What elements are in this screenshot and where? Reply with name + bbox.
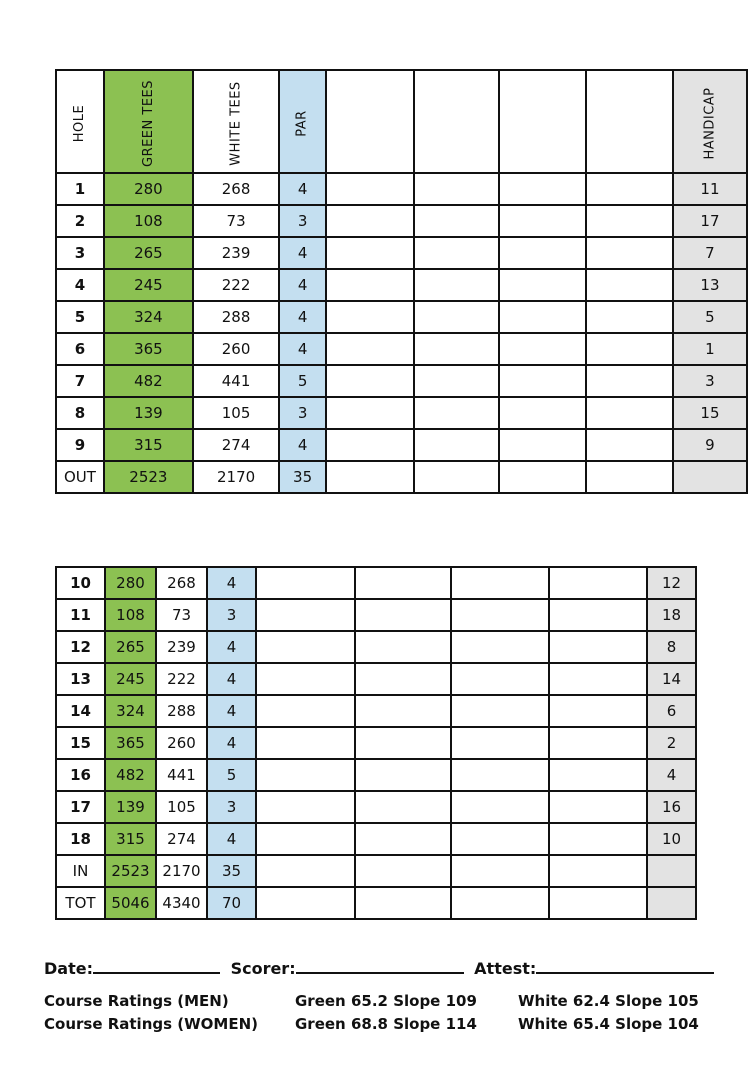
handicap-total-blank <box>647 855 696 887</box>
handicap-value: 10 <box>647 823 696 855</box>
hole-number: 10 <box>56 567 105 599</box>
white-tees-total: 4340 <box>156 887 207 919</box>
handicap-value: 16 <box>647 791 696 823</box>
score-cell-player-4[interactable] <box>549 599 647 631</box>
hole-number: 1 <box>56 173 104 205</box>
par-value: 4 <box>207 663 256 695</box>
signature-line <box>44 958 706 978</box>
score-cell-player-3[interactable] <box>451 823 549 855</box>
score-cell-player-2[interactable] <box>414 237 499 269</box>
score-cell-player-3[interactable] <box>499 365 586 397</box>
score-cell-player-3[interactable] <box>499 429 586 461</box>
score-cell-player-1[interactable] <box>256 823 355 855</box>
out-total-row <box>56 461 747 493</box>
score-cell-player-2[interactable] <box>355 727 451 759</box>
score-cell-player-3[interactable] <box>499 397 586 429</box>
hole-row <box>56 567 696 599</box>
score-cell-player-3[interactable] <box>451 663 549 695</box>
score-cell-player-1[interactable] <box>326 365 414 397</box>
white-tees-yardage: 222 <box>156 663 207 695</box>
score-cell-player-1[interactable] <box>256 599 355 631</box>
player-header-2[interactable] <box>414 70 499 173</box>
green-tees-yardage: 139 <box>104 397 193 429</box>
green-tees-yardage: 365 <box>105 727 156 759</box>
date-field[interactable] <box>93 958 220 974</box>
score-cell-player-3[interactable] <box>451 727 549 759</box>
score-cell-player-2[interactable] <box>355 631 451 663</box>
hole-row <box>56 173 747 205</box>
score-cell-player-2[interactable] <box>355 695 451 727</box>
score-cell-player-4[interactable] <box>549 631 647 663</box>
hole-row <box>56 333 747 365</box>
score-cell-player-2[interactable] <box>414 429 499 461</box>
hole-number: 11 <box>56 599 105 631</box>
hole-number: 12 <box>56 631 105 663</box>
score-cell-player-1[interactable] <box>256 663 355 695</box>
score-cell-player-2[interactable] <box>414 269 499 301</box>
green-tees-header: GREEN TEES <box>104 70 193 173</box>
score-cell-player-2[interactable] <box>355 599 451 631</box>
green-tees-yardage: 280 <box>105 567 156 599</box>
score-cell-player-1[interactable] <box>326 237 414 269</box>
green-tees-total: 2523 <box>105 855 156 887</box>
handicap-value: 14 <box>647 663 696 695</box>
score-cell-player-4[interactable] <box>549 695 647 727</box>
par-value: 4 <box>207 823 256 855</box>
total-cell-player-3[interactable] <box>451 855 549 887</box>
hole-row <box>56 269 747 301</box>
back-nine-body <box>56 567 696 919</box>
green-tees-yardage: 482 <box>105 759 156 791</box>
score-cell-player-1[interactable] <box>256 791 355 823</box>
white-tees-yardage: 105 <box>156 791 207 823</box>
white-tees-yardage: 73 <box>193 205 279 237</box>
score-cell-player-3[interactable] <box>499 173 586 205</box>
score-cell-player-2[interactable] <box>414 205 499 237</box>
hole-number: 2 <box>56 205 104 237</box>
hole-row <box>56 823 696 855</box>
score-cell-player-4[interactable] <box>586 237 673 269</box>
hole-number: 16 <box>56 759 105 791</box>
hole-row <box>56 759 696 791</box>
score-cell-player-4[interactable] <box>586 173 673 205</box>
green-tees-yardage: 324 <box>104 301 193 333</box>
par-value: 3 <box>279 397 326 429</box>
hole-row <box>56 791 696 823</box>
score-cell-player-2[interactable] <box>414 301 499 333</box>
in-total-row <box>56 855 696 887</box>
hole-row <box>56 397 747 429</box>
score-cell-player-4[interactable] <box>549 791 647 823</box>
white-tees-yardage: 441 <box>193 365 279 397</box>
green-tees-yardage: 365 <box>104 333 193 365</box>
score-cell-player-1[interactable] <box>326 205 414 237</box>
white-tees-yardage: 288 <box>193 301 279 333</box>
score-cell-player-3[interactable] <box>499 205 586 237</box>
handicap-value: 15 <box>673 397 747 429</box>
total-cell-player-1[interactable] <box>256 887 355 919</box>
hole-row <box>56 429 747 461</box>
hole-row <box>56 663 696 695</box>
ratings-women-label: Course Ratings (WOMEN) <box>44 1015 258 1033</box>
hole-row <box>56 365 747 397</box>
attest-label: Attest: <box>474 959 537 978</box>
white-tees-yardage: 274 <box>193 429 279 461</box>
handicap-value: 2 <box>647 727 696 759</box>
total-cell-player-2[interactable] <box>414 461 499 493</box>
total-cell-player-2[interactable] <box>355 887 451 919</box>
score-cell-player-2[interactable] <box>355 759 451 791</box>
score-cell-player-3[interactable] <box>499 333 586 365</box>
score-cell-player-3[interactable] <box>451 599 549 631</box>
score-cell-player-1[interactable] <box>256 727 355 759</box>
hole-number: 18 <box>56 823 105 855</box>
score-cell-player-1[interactable] <box>326 397 414 429</box>
score-cell-player-4[interactable] <box>586 397 673 429</box>
total-cell-player-3[interactable] <box>499 461 586 493</box>
par-value: 3 <box>207 791 256 823</box>
white-tees-yardage: 268 <box>193 173 279 205</box>
white-tees-yardage: 239 <box>156 631 207 663</box>
score-cell-player-4[interactable] <box>549 759 647 791</box>
ratings-men-green: Green 65.2 Slope 109 <box>295 992 477 1010</box>
hole-number: 7 <box>56 365 104 397</box>
green-tees-total: 5046 <box>105 887 156 919</box>
score-cell-player-4[interactable] <box>549 727 647 759</box>
score-cell-player-1[interactable] <box>326 269 414 301</box>
score-cell-player-4[interactable] <box>549 567 647 599</box>
green-tees-yardage: 482 <box>104 365 193 397</box>
score-cell-player-4[interactable] <box>549 823 647 855</box>
green-tees-yardage: 108 <box>104 205 193 237</box>
handicap-value: 12 <box>647 567 696 599</box>
par-value: 3 <box>279 205 326 237</box>
green-tees-yardage: 280 <box>104 173 193 205</box>
score-cell-player-2[interactable] <box>414 173 499 205</box>
handicap-value: 7 <box>673 237 747 269</box>
score-cell-player-3[interactable] <box>451 759 549 791</box>
white-tees-yardage: 260 <box>156 727 207 759</box>
header-row <box>56 70 747 173</box>
par-value: 3 <box>207 599 256 631</box>
score-cell-player-2[interactable] <box>355 823 451 855</box>
white-tees-yardage: 105 <box>193 397 279 429</box>
total-cell-player-4[interactable] <box>586 461 673 493</box>
player-header-4[interactable] <box>586 70 673 173</box>
ratings-women-white: White 65.4 Slope 104 <box>518 1015 699 1033</box>
hole-number: 5 <box>56 301 104 333</box>
score-cell-player-4[interactable] <box>586 429 673 461</box>
hole-number: 14 <box>56 695 105 727</box>
handicap-value: 3 <box>673 365 747 397</box>
hole-row <box>56 727 696 759</box>
score-cell-player-4[interactable] <box>586 301 673 333</box>
date-label: Date: <box>44 959 93 978</box>
par-value: 4 <box>279 173 326 205</box>
front-nine-table <box>55 69 748 494</box>
handicap-value: 9 <box>673 429 747 461</box>
hole-header: HOLE <box>56 70 104 173</box>
white-tees-yardage: 288 <box>156 695 207 727</box>
hole-row <box>56 599 696 631</box>
handicap-value: 5 <box>673 301 747 333</box>
hole-row <box>56 205 747 237</box>
green-tees-total: 2523 <box>104 461 193 493</box>
white-tees-header: WHITE TEES <box>193 70 279 173</box>
par-value: 5 <box>207 759 256 791</box>
par-value: 4 <box>207 695 256 727</box>
green-tees-yardage: 108 <box>105 599 156 631</box>
hole-row <box>56 237 747 269</box>
white-tees-total: 2170 <box>193 461 279 493</box>
total-cell-player-1[interactable] <box>326 461 414 493</box>
total-label: IN <box>56 855 105 887</box>
score-cell-player-3[interactable] <box>451 631 549 663</box>
score-cell-player-1[interactable] <box>326 173 414 205</box>
score-cell-player-2[interactable] <box>414 333 499 365</box>
green-tees-yardage: 245 <box>104 269 193 301</box>
handicap-value: 6 <box>647 695 696 727</box>
grand-total-row <box>56 887 696 919</box>
par-header: PAR <box>279 70 326 173</box>
score-cell-player-1[interactable] <box>326 429 414 461</box>
score-cell-player-2[interactable] <box>355 567 451 599</box>
hole-row <box>56 695 696 727</box>
score-cell-player-1[interactable] <box>326 333 414 365</box>
green-tees-yardage: 315 <box>104 429 193 461</box>
handicap-value: 1 <box>673 333 747 365</box>
score-cell-player-1[interactable] <box>326 301 414 333</box>
score-cell-player-2[interactable] <box>414 397 499 429</box>
score-cell-player-2[interactable] <box>355 663 451 695</box>
total-cell-player-1[interactable] <box>256 855 355 887</box>
score-cell-player-1[interactable] <box>256 567 355 599</box>
par-value: 4 <box>279 237 326 269</box>
handicap-value: 17 <box>673 205 747 237</box>
player-header-3[interactable] <box>499 70 586 173</box>
white-tees-yardage: 274 <box>156 823 207 855</box>
score-cell-player-3[interactable] <box>499 301 586 333</box>
scorer-field[interactable] <box>296 958 464 974</box>
hole-number: 3 <box>56 237 104 269</box>
score-cell-player-1[interactable] <box>256 759 355 791</box>
course-ratings-men <box>44 992 706 1012</box>
white-tees-total: 2170 <box>156 855 207 887</box>
course-ratings-women <box>44 1015 706 1035</box>
green-tees-yardage: 315 <box>105 823 156 855</box>
total-cell-player-4[interactable] <box>549 855 647 887</box>
par-total: 35 <box>207 855 256 887</box>
total-label: TOT <box>56 887 105 919</box>
green-tees-yardage: 139 <box>105 791 156 823</box>
green-tees-yardage: 245 <box>105 663 156 695</box>
green-tees-yardage: 265 <box>105 631 156 663</box>
score-cell-player-1[interactable] <box>256 631 355 663</box>
score-cell-player-3[interactable] <box>451 791 549 823</box>
par-value: 4 <box>279 429 326 461</box>
white-tees-yardage: 268 <box>156 567 207 599</box>
ratings-men-label: Course Ratings (MEN) <box>44 992 229 1010</box>
ratings-women-green: Green 68.8 Slope 114 <box>295 1015 477 1033</box>
scorer-label: Scorer: <box>230 959 296 978</box>
score-cell-player-1[interactable] <box>256 695 355 727</box>
par-value: 5 <box>279 365 326 397</box>
total-label: OUT <box>56 461 104 493</box>
score-cell-player-2[interactable] <box>355 791 451 823</box>
par-value: 4 <box>207 567 256 599</box>
score-cell-player-4[interactable] <box>586 333 673 365</box>
total-cell-player-2[interactable] <box>355 855 451 887</box>
attest-field[interactable] <box>536 958 714 974</box>
white-tees-yardage: 260 <box>193 333 279 365</box>
handicap-value: 4 <box>647 759 696 791</box>
total-cell-player-3[interactable] <box>451 887 549 919</box>
score-cell-player-4[interactable] <box>586 365 673 397</box>
handicap-header: HANDICAP <box>673 70 747 173</box>
back-nine-table <box>55 566 697 920</box>
green-tees-yardage: 265 <box>104 237 193 269</box>
par-total: 70 <box>207 887 256 919</box>
par-total: 35 <box>279 461 326 493</box>
green-tees-yardage: 324 <box>105 695 156 727</box>
score-cell-player-3[interactable] <box>451 567 549 599</box>
total-cell-player-4[interactable] <box>549 887 647 919</box>
hole-number: 17 <box>56 791 105 823</box>
ratings-men-white: White 62.4 Slope 105 <box>518 992 699 1010</box>
score-cell-player-3[interactable] <box>499 269 586 301</box>
handicap-value: 13 <box>673 269 747 301</box>
score-cell-player-4[interactable] <box>586 269 673 301</box>
player-header-1[interactable] <box>326 70 414 173</box>
handicap-value: 8 <box>647 631 696 663</box>
par-value: 4 <box>207 727 256 759</box>
white-tees-yardage: 239 <box>193 237 279 269</box>
hole-number: 6 <box>56 333 104 365</box>
hole-row <box>56 631 696 663</box>
front-nine-body <box>56 70 747 493</box>
par-value: 4 <box>207 631 256 663</box>
par-value: 4 <box>279 269 326 301</box>
handicap-total-blank <box>673 461 747 493</box>
par-value: 4 <box>279 333 326 365</box>
hole-number: 4 <box>56 269 104 301</box>
handicap-value: 11 <box>673 173 747 205</box>
score-cell-player-3[interactable] <box>451 695 549 727</box>
hole-number: 15 <box>56 727 105 759</box>
par-value: 4 <box>279 301 326 333</box>
white-tees-yardage: 73 <box>156 599 207 631</box>
handicap-total-blank <box>647 887 696 919</box>
handicap-value: 18 <box>647 599 696 631</box>
score-cell-player-4[interactable] <box>586 205 673 237</box>
score-cell-player-2[interactable] <box>414 365 499 397</box>
white-tees-yardage: 222 <box>193 269 279 301</box>
hole-number: 8 <box>56 397 104 429</box>
white-tees-yardage: 441 <box>156 759 207 791</box>
score-cell-player-4[interactable] <box>549 663 647 695</box>
hole-number: 9 <box>56 429 104 461</box>
score-cell-player-3[interactable] <box>499 237 586 269</box>
hole-row <box>56 301 747 333</box>
hole-number: 13 <box>56 663 105 695</box>
